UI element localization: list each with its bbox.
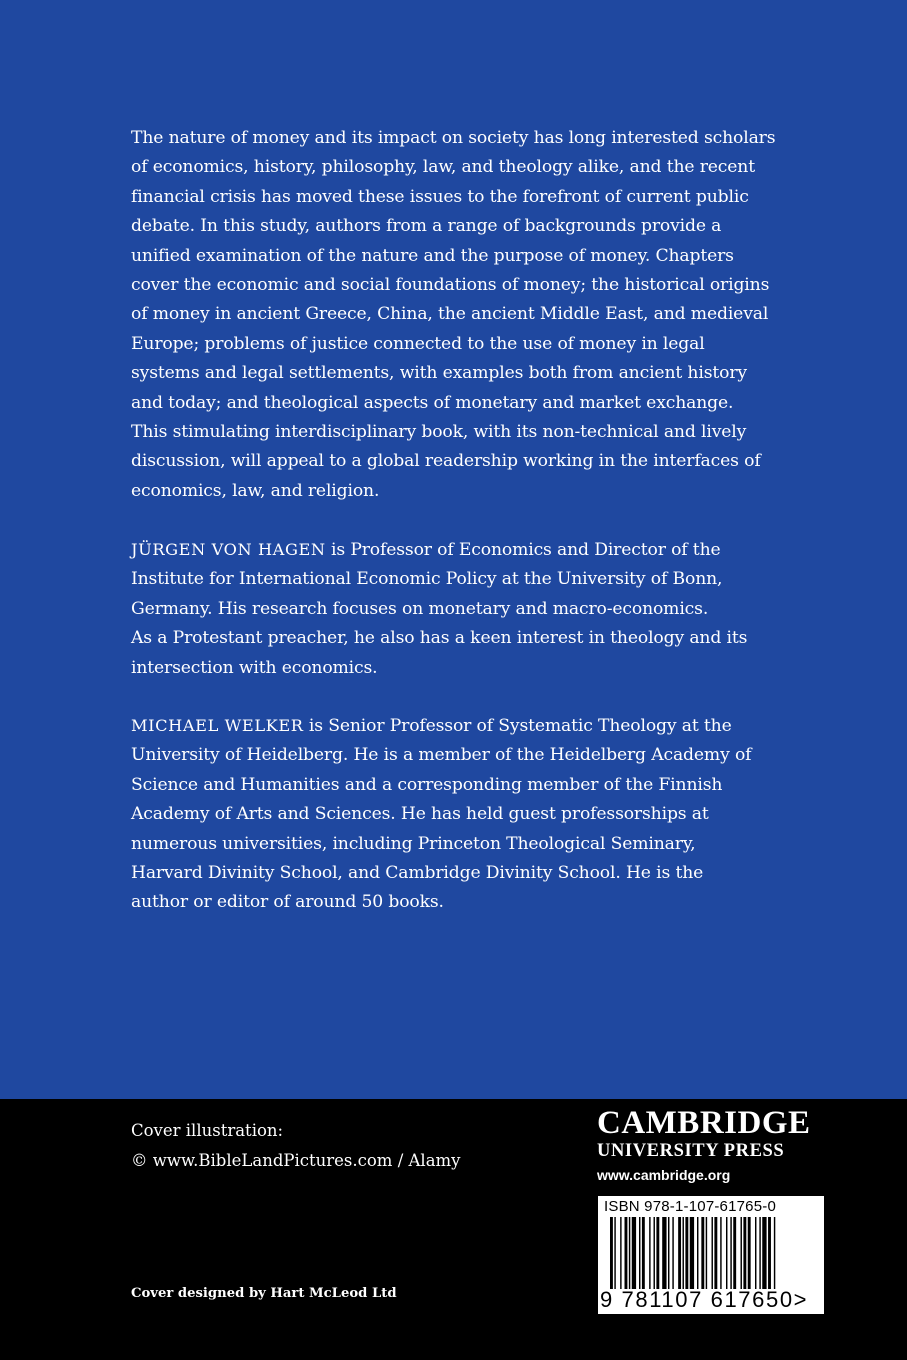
barcode-icon <box>610 1217 810 1289</box>
publisher-url: www.cambridge.org <box>597 1167 731 1183</box>
text-line: of economics, history, philosophy, law, and theology alike, and the recent <box>131 157 755 178</box>
publisher-subtitle: UNIVERSITY PRESS <box>597 1141 785 1161</box>
author-name: JÜRGEN VON HAGEN <box>131 540 326 559</box>
text-line: As a Protestant preacher, he also has a keen interest in theology and its <box>131 628 748 649</box>
text-line: of money in ancient Greece, China, the ancient Middle East, and medieval <box>131 304 769 325</box>
text-line: financial crisis has moved these issues to the forefront of current public <box>131 186 749 207</box>
author-bio-welker <box>131 711 786 918</box>
barcode-digits: 9 781107 617650> <box>600 1287 809 1312</box>
text-line: and today; and theological aspects of monetary and market exchange. <box>131 392 734 413</box>
isbn-label: ISBN 978-1-107-61765-0 <box>604 1198 777 1215</box>
cover-designer-credit: Cover designed by Hart McLeod Ltd <box>131 1286 397 1301</box>
author-name: MICHAEL WELKER <box>131 716 304 735</box>
text-line: The nature of money and its impact on society has long interested scholars <box>131 128 776 148</box>
text-line: Harvard Divinity School, and Cambridge Divinity School. He is the <box>131 863 704 884</box>
barcode-panel <box>598 1196 824 1314</box>
publisher-logo <box>597 1106 825 1186</box>
text-line: University of Heidelberg. He is a member of the Heidelberg Academy of <box>131 745 752 766</box>
author-bio-first-line: MICHAEL WELKER is Senior Professor of Systematic Theology at the <box>131 716 732 736</box>
text-line: systems and legal settlements, with examples both from ancient history <box>131 363 747 384</box>
text-line: Academy of Arts and Sciences. He has held guest professorships at <box>131 804 709 825</box>
text-line: Institute for International Economic Policy at the University of Bonn, <box>131 569 723 590</box>
cover-illustration-label: Cover illustration: <box>131 1121 284 1140</box>
book-description <box>131 124 786 506</box>
text-line: debate. In this study, authors from a range of backgrounds provide a <box>131 216 722 237</box>
text-line: Europe; problems of justice connected to the use of money in legal <box>131 333 705 354</box>
text-line: Germany. His research focuses on monetary and macro-economics. <box>131 598 709 619</box>
text-line: intersection with economics. <box>131 657 378 678</box>
text-line: unified examination of the nature and the purpose of money. Chapters <box>131 245 734 266</box>
cover-illustration-source: © www.BibleLandPictures.com / Alamy <box>131 1151 461 1170</box>
text-line: numerous universities, including Princeton Theological Seminary, <box>131 833 696 854</box>
author-bio-first-line: JÜRGEN VON HAGEN is Professor of Economics and Director of the <box>131 540 721 560</box>
text-line: economics, law, and religion. <box>131 480 380 501</box>
author-bio-von-hagen <box>131 535 786 683</box>
publisher-name: CAMBRIDGE <box>597 1105 811 1141</box>
text-line: cover the economic and social foundations of money; the historical origins <box>131 275 770 296</box>
text-line: discussion, will appeal to a global readership working in the interfaces of <box>131 451 761 472</box>
text-line: Science and Humanities and a corresponding member of the Finnish <box>131 774 723 795</box>
text-line: author or editor of around 50 books. <box>131 892 444 913</box>
text-line: This stimulating interdisciplinary book, with its non-technical and lively <box>131 422 747 443</box>
